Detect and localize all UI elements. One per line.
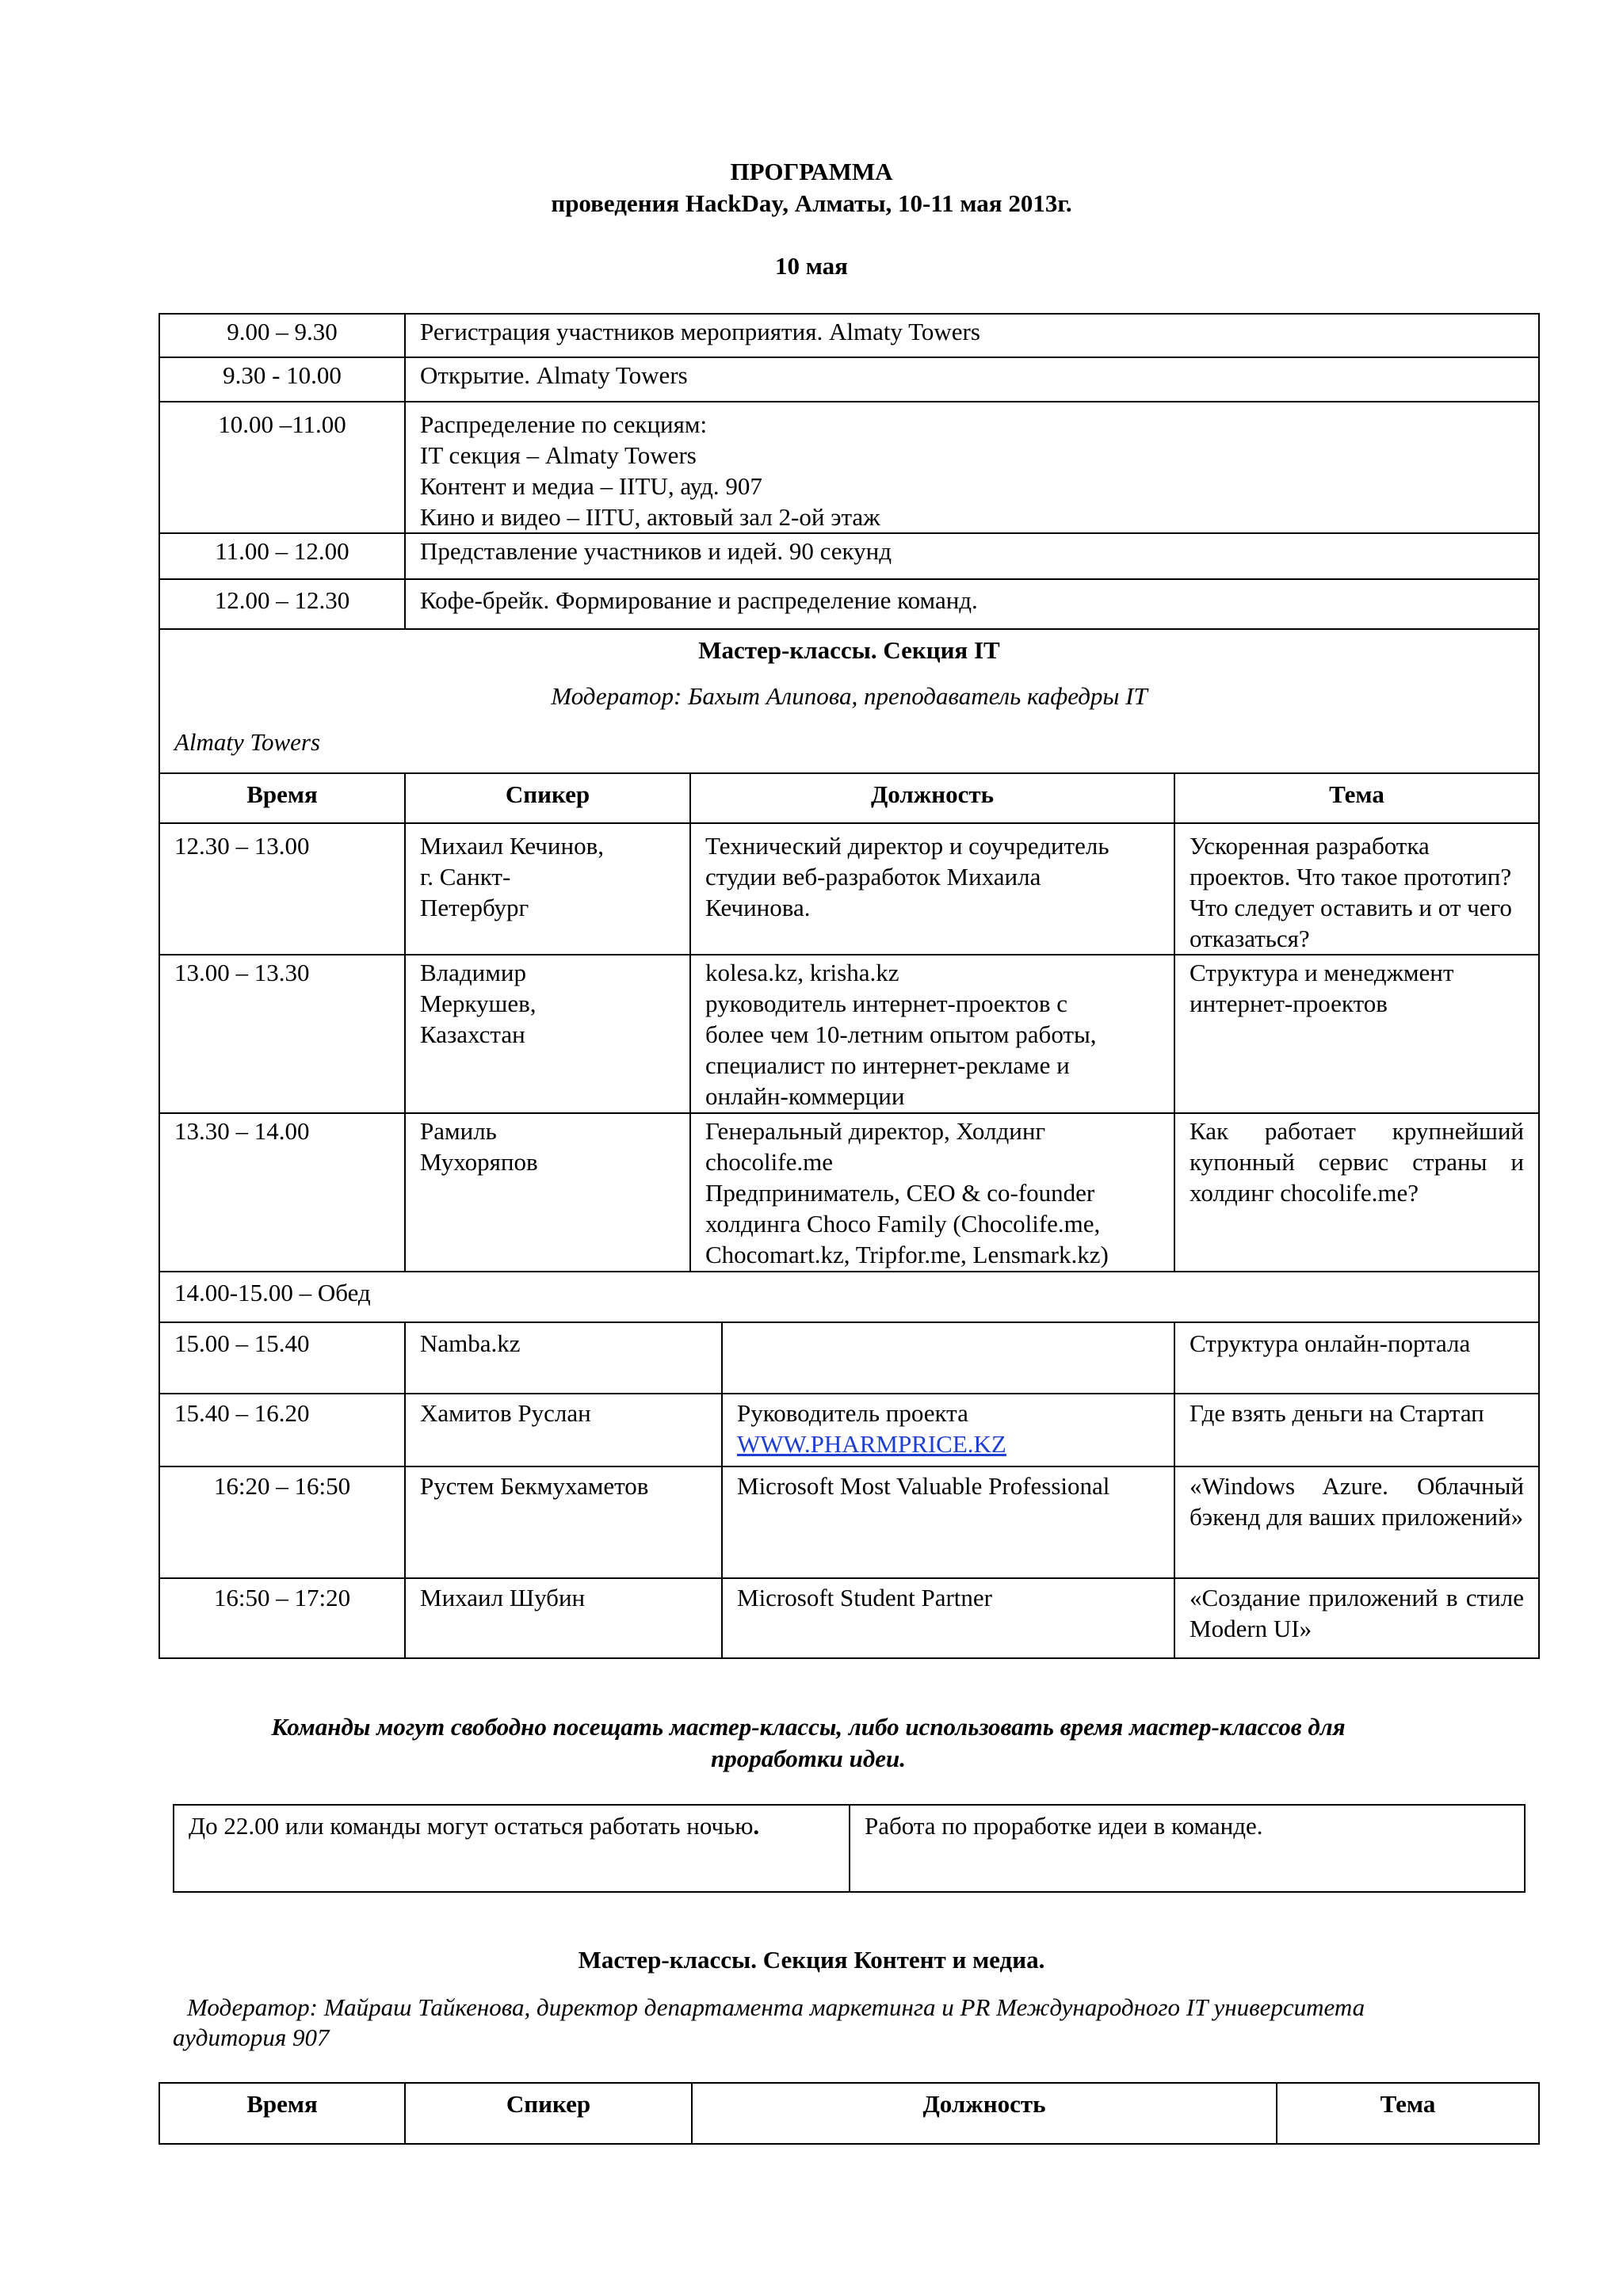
position-cell xyxy=(690,823,1174,955)
day-heading: 10 мая xyxy=(775,252,848,280)
event-line: Распределение по секциям: xyxy=(420,410,708,438)
table-row xyxy=(159,314,1539,357)
speaker-line: Мухоряпов xyxy=(420,1148,538,1176)
time-cell: 13.30 – 14.00 xyxy=(159,1113,405,1272)
col-header-speaker: Спикер xyxy=(405,773,690,823)
section-it-moderator: Модератор: Бахыт Алипова, преподаватель кафедры IT xyxy=(551,682,1148,710)
media-table xyxy=(158,2082,1540,2145)
speaker-cell xyxy=(405,823,690,955)
speaker-line: Рамиль xyxy=(420,1117,497,1145)
table-row xyxy=(159,357,1539,402)
time-cell: 16:20 – 16:50 xyxy=(159,1466,405,1578)
lunch-row xyxy=(159,1272,1539,1322)
section-media-moderator: Модератор: Майраш Тайкенова, директор департамента маркетинга и PR Международного IT университета xyxy=(187,1993,1365,2021)
position-line: Кечинова. xyxy=(705,894,811,921)
speaker-cell: Хамитов Руслан xyxy=(405,1394,722,1466)
lunch-cell: 14.00-15.00 – Обед xyxy=(159,1272,1539,1322)
table-row xyxy=(159,1466,1539,1578)
position-line: Генеральный директор, Холдинг xyxy=(705,1117,1046,1145)
topic-line: Структура и менеджмент xyxy=(1190,959,1454,986)
table-row xyxy=(159,823,1539,955)
program-title: ПРОГРАММА xyxy=(730,158,893,185)
time-cell: 12.00 – 12.30 xyxy=(159,579,405,629)
position-line: kolesa.kz, krisha.kz xyxy=(705,959,899,986)
time-cell: 13.00 – 13.30 xyxy=(159,955,405,1113)
event-line: Контент и медиа – IITU, ауд. 907 xyxy=(420,472,762,500)
speaker-cell: Михаил Шубин xyxy=(405,1578,722,1658)
table-row xyxy=(159,579,1539,629)
col-header-position: Должность xyxy=(692,2083,1277,2144)
position-line: chocolife.me xyxy=(705,1148,833,1176)
event-cell xyxy=(405,402,1539,533)
topic-line: Что следует оставить и от чего xyxy=(1190,894,1512,921)
table-row xyxy=(159,955,1539,1113)
topic-line: Ускоренная разработка xyxy=(1190,832,1430,860)
speaker-cell xyxy=(405,955,690,1113)
topic-cell: Структура онлайн-портала xyxy=(1174,1322,1539,1394)
topic-cell: «Создание приложений в стиле Modern UI» xyxy=(1174,1578,1539,1658)
event-cell: Кофе-брейк. Формирование и распределение команд. xyxy=(405,579,1539,629)
topic-cell: Где взять деньги на Стартап xyxy=(1174,1394,1539,1466)
schedule-table xyxy=(158,313,1540,1659)
event-line: Кино и видео – IITU, актовый зал 2-ой этаж xyxy=(420,503,880,531)
program-subtitle: проведения HackDay, Алматы, 10-11 мая 2013г. xyxy=(551,189,1072,217)
position-line: Chocomart.kz, Tripfor.me, Lensmark.kz) xyxy=(705,1241,1109,1268)
col-header-topic: Тема xyxy=(1277,2083,1539,2144)
speaker-line: Казахстан xyxy=(420,1020,525,1048)
section-it-row xyxy=(159,629,1539,773)
pharmprice-link[interactable]: WWW.PHARMPRICE.KZ xyxy=(737,1430,1006,1458)
position-line: руководитель интернет-проектов с xyxy=(705,990,1068,1017)
column-header-row xyxy=(159,2083,1539,2144)
event-cell: Регистрация участников мероприятия. Almaty Towers xyxy=(405,314,1539,357)
note-line-1: Команды могут свободно посещать мастер-классы, либо использовать время мастер-классов для xyxy=(271,1713,1346,1741)
position-line: холдинга Choco Family (Chocolife.me, xyxy=(705,1210,1101,1238)
table-row xyxy=(159,1113,1539,1272)
section-it-cell xyxy=(159,629,1539,773)
table-row xyxy=(159,1322,1539,1394)
topic-cell: «Windows Azure. Облачный бэкенд для ваших приложений» xyxy=(1174,1466,1539,1578)
position-cell xyxy=(690,1113,1174,1272)
time-cell: 15.40 – 16.20 xyxy=(159,1394,405,1466)
position-line: Руководитель проекта xyxy=(737,1399,968,1427)
topic-cell xyxy=(1174,823,1539,955)
time-cell: 9.00 – 9.30 xyxy=(159,314,405,357)
note-line-2: проработки идеи. xyxy=(711,1745,906,1772)
position-line: онлайн-коммерции xyxy=(705,1082,905,1110)
time-cell: 9.30 - 10.00 xyxy=(159,357,405,402)
position-cell: Microsoft Most Valuable Professional xyxy=(722,1466,1174,1578)
col-header-time: Время xyxy=(159,2083,405,2144)
time-cell: 16:50 – 17:20 xyxy=(159,1578,405,1658)
time-cell: 12.30 – 13.00 xyxy=(159,823,405,955)
night-right-cell: Работа по проработке идеи в команде. xyxy=(850,1805,1525,1892)
table-row xyxy=(159,1394,1539,1466)
speaker-line: Владимир xyxy=(420,959,526,986)
speaker-line: Петербург xyxy=(420,894,529,921)
topic-line: проектов. Что такое прототип? xyxy=(1190,863,1512,891)
col-header-topic: Тема xyxy=(1174,773,1539,823)
position-cell xyxy=(722,1394,1174,1466)
section-media-title: Мастер-классы. Секция Контент и медиа. xyxy=(578,1946,1045,1974)
position-cell xyxy=(690,955,1174,1113)
table-row xyxy=(174,1805,1525,1892)
column-header-row xyxy=(159,773,1539,823)
time-cell: 11.00 – 12.00 xyxy=(159,533,405,579)
topic-line: отказаться? xyxy=(1190,925,1310,952)
topic-line: интернет-проектов xyxy=(1190,990,1388,1017)
night-table xyxy=(173,1804,1526,1893)
col-header-speaker: Спикер xyxy=(405,2083,692,2144)
speaker-cell: Рустем Бекмухаметов xyxy=(405,1466,722,1578)
position-line: Технический директор и соучредитель xyxy=(705,832,1109,860)
col-header-position: Должность xyxy=(690,773,1174,823)
section-media-room: аудитория 907 xyxy=(173,2023,330,2051)
position-line: специалист по интернет-рекламе и xyxy=(705,1051,1070,1079)
section-it-location: Almaty Towers xyxy=(174,728,321,756)
night-left-text: До 22.00 или команды могут остаться работать ночью xyxy=(189,1812,754,1840)
position-line: студии веб-разработок Михаила xyxy=(705,863,1041,891)
speaker-line: Михаил Кечинов, xyxy=(420,832,604,860)
position-cell: Microsoft Student Partner xyxy=(722,1578,1174,1658)
section-it-title: Мастер-классы. Секция IT xyxy=(698,636,1000,664)
event-cell: Представление участников и идей. 90 секунд xyxy=(405,533,1539,579)
time-cell: 15.00 – 15.40 xyxy=(159,1322,405,1394)
topic-cell xyxy=(1174,955,1539,1113)
table-row xyxy=(159,402,1539,533)
event-line: IT секция – Almaty Towers xyxy=(420,441,697,469)
speaker-cell xyxy=(405,1113,690,1272)
table-row xyxy=(159,533,1539,579)
night-left-cell xyxy=(174,1805,850,1892)
position-line: более чем 10-летним опытом работы, xyxy=(705,1020,1097,1048)
topic-cell: Как работает крупнейший купонный сервис страны и холдинг chocolife.me? xyxy=(1174,1113,1539,1272)
time-cell: 10.00 –11.00 xyxy=(159,402,405,533)
speaker-line: г. Санкт- xyxy=(420,863,511,891)
event-cell: Открытие. Almaty Towers xyxy=(405,357,1539,402)
night-left-dot: . xyxy=(753,1812,760,1840)
speaker-cell: Namba.kz xyxy=(405,1322,722,1394)
position-cell xyxy=(722,1322,1174,1394)
col-header-time: Время xyxy=(159,773,405,823)
table-row xyxy=(159,1578,1539,1658)
speaker-line: Меркушев, xyxy=(420,990,537,1017)
position-line: Предприниматель, CEO & co-founder xyxy=(705,1179,1095,1207)
